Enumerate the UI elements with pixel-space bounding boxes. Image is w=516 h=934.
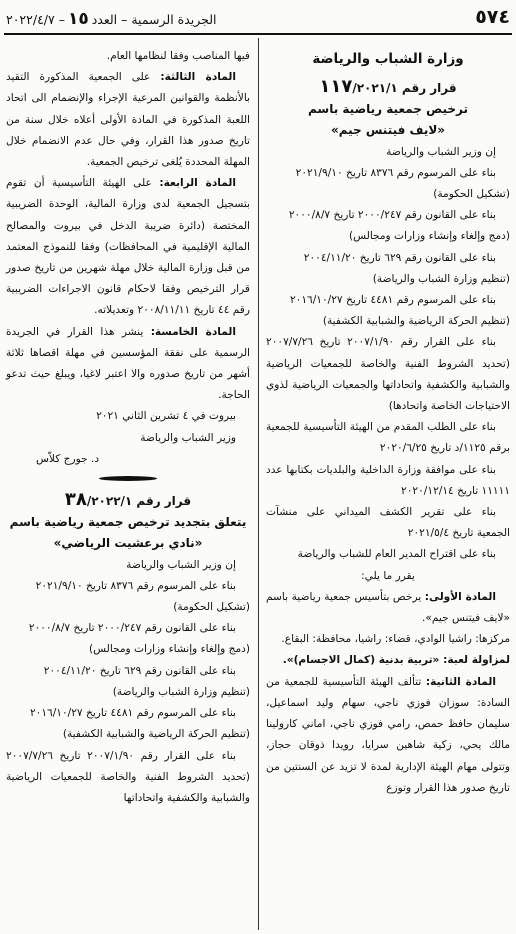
preamble-line: (تشكيل الحكومة) xyxy=(433,188,510,201)
article-4-label: المادة الرابعة: xyxy=(159,177,236,190)
preamble2-line: بناء على القرار رقم ٢٠٠٧/١/٩٠ تاريخ ٢٠٠٧/٧/٢٦ (تحديد الشروط الفنية والخاصة للجمعيات الرياضية والشبابية والكشفية واتحاداتها xyxy=(6,749,250,804)
decides-line: يقرر ما يلي: xyxy=(361,569,415,582)
article-4 xyxy=(6,173,250,321)
preamble-line: بناء على الطلب المقدم من الهيئة التأسيسية للجمعية برقم ١١٢٥/د تاريخ ٢٠٢٠/٦/٢٥ xyxy=(266,421,510,455)
signature-title: وزير الشباب والرياضة xyxy=(140,431,236,444)
decision2-number: ٣٨ xyxy=(64,489,87,511)
article-1-text: يرخص بتأسيس جمعية رياضية باسم «لايف فيتنس جيم». xyxy=(266,590,510,625)
preamble2-line: (تشكيل الحكومة) xyxy=(173,601,250,614)
running-head xyxy=(6,9,217,29)
preamble-line: بناء على اقتراح المدير العام للشباب والرياضة xyxy=(297,548,496,561)
ministry-heading: وزارة الشباب والرياضة xyxy=(312,51,464,67)
continuation-text: فيها المناصب وفقا لنظامها العام. xyxy=(106,50,250,62)
page-header xyxy=(0,0,516,40)
preamble-line: بناء على موافقة وزارة الداخلية والبلديات بكتابها عدد ١١١١١ تاريخ ٢٠٢٠/١٢/١٤ xyxy=(266,463,510,497)
preamble-line: بناء على المرسوم رقم ٤٤٨١ تاريخ ٢٠١٦/١٠/٢٧ xyxy=(289,294,496,307)
article-1-sport: لمزاولة لعبة: «تربية بدنية (كمال الاجسام)». xyxy=(282,654,510,667)
article-2-text: تتألف الهيئة التأسيسية للجمعية من السادة: سوزان فوزي ناجي، سهام وليد اسماعيل، سليمان حافظ حمص، رامي فوزي ناجي، اماني كارولينا مالك يحي، زكية شاهين سرايا، رويدا ذوقان حجاز، وتتولى مهام الهيئة الإدارية لمدة لا تزيد عن السنتين من تاريخ صدور هذا القرار وتوزع xyxy=(266,675,510,794)
preamble-line: بناء على المرسوم رقم ٨٣٧٦ تاريخ ٢٠٢١/٩/١٠ xyxy=(295,166,496,179)
club-name: «لايف فيتنس جيم» xyxy=(330,123,446,138)
article-3-label: المادة الثالثة: xyxy=(160,71,236,84)
preamble2-line: (تنظيم الحركة الرياضية والشبابية الكشفية) xyxy=(62,728,250,741)
left-column xyxy=(6,46,250,809)
running-head-title: الجريدة الرسمية – العدد xyxy=(91,12,217,27)
preamble-line: بناء على القرار رقم ٢٠٠٧/١/٩٠ تاريخ ٢٠٠٧/٧/٢٦ (تحديد الشروط الفنية والخاصة للجمعيات الرياضية والشبابية والكشفية واتحاداتها والجمعيات الرياضية لذوي الاحتياجات الخاصة واتحادها) xyxy=(266,336,510,413)
decision2-label: قرار رقم xyxy=(136,494,192,509)
preamble-line: (تنظيم وزارة الشباب والرياضة) xyxy=(372,272,510,285)
decision2-club: «نادي برعشيت الرياضي» xyxy=(53,536,203,551)
page-number: ٥٧٤ xyxy=(475,6,510,28)
article-2-label: المادة الثانية: xyxy=(425,675,496,688)
preamble2-line: بناء على المرسوم رقم ٤٤٨١ تاريخ ٢٠١٦/١٠/٢٧ xyxy=(29,707,236,720)
article-3-text: على الجمعية المذكورة التقيد بالأنظمة والقوانين المرعية الإجراء والإنضمام الى اتحاد اللعبة المذكورة في المادة الأولى أعلاه خلال سنة من تاريخ صدور هذا القرار، وفي حال عدم الانضمام خلال المهلة المحددة يُلغى ترخيص الجمعية. xyxy=(6,71,250,169)
article-5-text: ينشر هذا القرار في الجريدة الرسمية على نفقة المؤسسين في مهلة اقصاها ثلاثة أشهر من تاريخ صدوره والا اعتبر لاغيا، ويبلغ حيث تدعو الحاجة. xyxy=(6,325,250,402)
decision-number: ١١٧ xyxy=(319,76,353,97)
preamble-line: بناء على القانون رقم ٢٠٠٠/٢٤٧ تاريخ ٢٠٠٠/٨/٧ xyxy=(288,209,496,222)
decision2-number-line xyxy=(6,489,250,512)
preamble2-line: (دمج وإلغاء وإنشاء وزارات ومجالس) xyxy=(88,643,250,656)
divider-ornament xyxy=(99,476,157,481)
decision2-title: يتعلق بتجديد ترخيص جمعية رياضية باسم xyxy=(9,515,247,530)
article-3 xyxy=(6,67,250,173)
section-divider xyxy=(6,476,250,481)
decision2-year: /٢٠٢٢/١ xyxy=(86,494,133,509)
preamble-line: بناء على تقرير الكشف الميداني على منشآت الجمعية تاريخ ٢٠٢١/٥/٤ xyxy=(266,506,510,540)
header-rule xyxy=(4,33,512,35)
decision-number-line xyxy=(266,76,510,99)
decision-subtitle: ترخيص جمعية رياضية باسم xyxy=(308,102,468,117)
article-1 xyxy=(266,587,510,629)
right-column xyxy=(266,46,510,799)
preamble2-line: بناء على القانون رقم ٢٠٠٠/٢٤٧ تاريخ ٢٠٠٠/٨/٧ xyxy=(28,622,236,635)
preamble2-line: إن وزير الشباب والرياضة xyxy=(126,558,236,571)
decision-year: /٢٠٢١/١ xyxy=(352,81,398,95)
preamble2-line: بناء على المرسوم رقم ٨٣٧٦ تاريخ ٢٠٢١/٩/١٠ xyxy=(35,579,236,592)
column-divider xyxy=(258,38,259,930)
issue-number: ١٥ xyxy=(67,9,89,29)
decision-label: قرار رقم xyxy=(401,81,457,95)
preamble2-line: (تنظيم وزارة الشباب والرياضة) xyxy=(112,685,250,698)
running-head-date: – ٢٠٢٢/٤/٧ xyxy=(6,12,65,27)
article-2 xyxy=(266,672,510,799)
preamble-line: بناء على القانون رقم ٦٢٩ تاريخ ٢٠٠٤/١١/٢٠ xyxy=(303,251,496,264)
article-1-hq: مركزها: راشيا الوادي، قضاء: راشيا، محافظة: البقاع. xyxy=(281,633,510,646)
signature-date: بيروت في ٤ تشرين الثاني ٢٠٢١ xyxy=(96,410,236,423)
preamble-line: (تنظيم الحركة الرياضية والشبابية الكشفية) xyxy=(322,315,510,328)
preamble2-line: بناء على القانون رقم ٦٢٩ تاريخ ٢٠٠٤/١١/٢٠ xyxy=(43,664,236,677)
signature-name: د. جورج كلاّس xyxy=(36,452,100,465)
article-4-text: على الهيئة التأسيسية أن تقوم بتسجيل الجمعية لدى وزارة المالية، الوحدة الضريبية المختصة (دائرة ضريبة الدخل في بيروت والمصالح المالية الإقليمية في المحافظات) وفقا للنموذج المعتمد من قبل وزارة المالية خلال مهلة شهرين من تاريخ صدور قرار الترخيص وفقا لاحكام قانون الاجراءات الضريبية رقم ٤٤ تاريخ ٢٠٠٨/١١/١١ وتعديلاته. xyxy=(6,177,250,317)
article-5-label: المادة الخامسة: xyxy=(150,325,236,338)
article-5 xyxy=(6,322,250,407)
preamble-line: إن وزير الشباب والرياضة xyxy=(386,145,496,158)
preamble-line: (دمج وإلغاء وإنشاء وزارات ومجالس) xyxy=(348,230,510,243)
article-1-label: المادة الأولى: xyxy=(424,590,496,603)
